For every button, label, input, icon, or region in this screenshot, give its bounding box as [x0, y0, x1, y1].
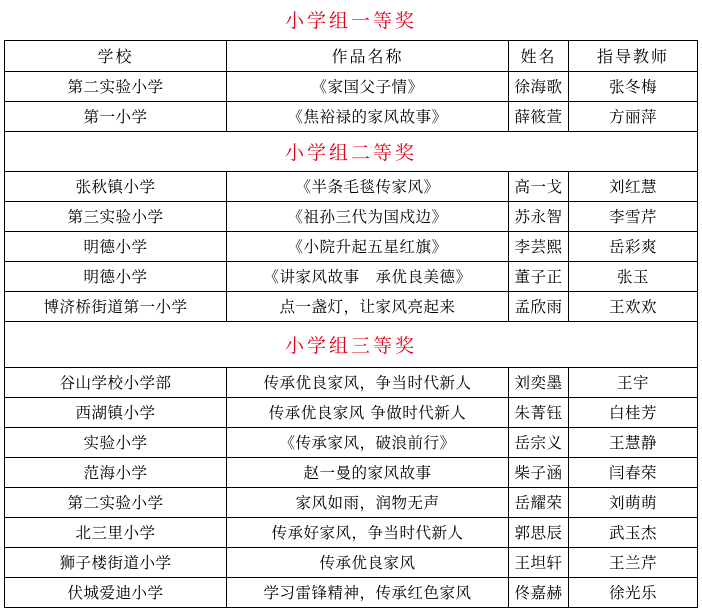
- header-work-title: 作品名称: [227, 40, 509, 71]
- cell-work-title: 《祖孙三代为国戍边》: [227, 201, 509, 231]
- cell-school: 范海小学: [5, 457, 227, 487]
- cell-school: 伏城爱迪小学: [5, 577, 227, 607]
- header-teacher: 指导教师: [569, 40, 698, 71]
- cell-teacher: 闫春荣: [569, 457, 698, 487]
- cell-student-name: 郭思辰: [509, 517, 569, 547]
- table-row: [5, 71, 698, 101]
- table-row: [5, 261, 698, 291]
- cell-teacher: 王宇: [569, 367, 698, 397]
- table-row: [5, 231, 698, 261]
- cell-teacher: 李雪芹: [569, 201, 698, 231]
- cell-work-title: 传承优良家风: [227, 547, 509, 577]
- header-student-name: 姓名: [509, 40, 569, 71]
- table-row: [5, 171, 698, 201]
- cell-work-title: 《半条毛毯传家风》: [227, 171, 509, 201]
- cell-teacher: 方丽萍: [569, 101, 698, 131]
- cell-school: 博济桥街道第一小学: [5, 291, 227, 321]
- section-title-row: [5, 131, 698, 171]
- awards-table: [4, 0, 698, 608]
- cell-work-title: 《家国父子情》: [227, 71, 509, 101]
- cell-school: 实验小学: [5, 427, 227, 457]
- cell-school: 谷山学校小学部: [5, 367, 227, 397]
- cell-student-name: 岳宗义: [509, 427, 569, 457]
- cell-teacher: 白桂芳: [569, 397, 698, 427]
- cell-teacher: 王兰芹: [569, 547, 698, 577]
- table-row: [5, 367, 698, 397]
- cell-teacher: 刘红慧: [569, 171, 698, 201]
- cell-school: 明德小学: [5, 261, 227, 291]
- cell-teacher: 岳彩爽: [569, 231, 698, 261]
- cell-student-name: 岳耀荣: [509, 487, 569, 517]
- cell-teacher: 徐光乐: [569, 577, 698, 607]
- cell-student-name: 薛筱萱: [509, 101, 569, 131]
- cell-work-title: 《传承家风，破浪前行》: [227, 427, 509, 457]
- cell-work-title: 《小院升起五星红旗》: [227, 231, 509, 261]
- cell-teacher: 刘萌萌: [569, 487, 698, 517]
- section-title-third-prize: 小学组三等奖: [5, 321, 698, 367]
- cell-school: 明德小学: [5, 231, 227, 261]
- cell-work-title: 学习雷锋精神，传承红色家风: [227, 577, 509, 607]
- cell-teacher: 王慧静: [569, 427, 698, 457]
- table-row: [5, 101, 698, 131]
- cell-teacher: 张冬梅: [569, 71, 698, 101]
- table-row: [5, 487, 698, 517]
- cell-teacher: 武玉杰: [569, 517, 698, 547]
- table-row: [5, 517, 698, 547]
- cell-student-name: 朱菁钰: [509, 397, 569, 427]
- section-title-first-prize: 小学组一等奖: [5, 0, 698, 40]
- cell-student-name: 柴子涵: [509, 457, 569, 487]
- cell-student-name: 王坦轩: [509, 547, 569, 577]
- cell-student-name: 董子正: [509, 261, 569, 291]
- cell-work-title: 点一盏灯，让家风亮起来: [227, 291, 509, 321]
- cell-work-title: 传承优良家风，争当时代新人: [227, 367, 509, 397]
- cell-work-title: 传承优良家风 争做时代新人: [227, 397, 509, 427]
- table-row: [5, 201, 698, 231]
- cell-work-title: 《讲家风故事 承优良美德》: [227, 261, 509, 291]
- cell-student-name: 徐海歌: [509, 71, 569, 101]
- cell-work-title: 《焦裕禄的家风故事》: [227, 101, 509, 131]
- table-row: [5, 547, 698, 577]
- cell-teacher: 张玉: [569, 261, 698, 291]
- cell-school: 第二实验小学: [5, 487, 227, 517]
- cell-school: 第二实验小学: [5, 71, 227, 101]
- cell-student-name: 高一戈: [509, 171, 569, 201]
- cell-school: 西湖镇小学: [5, 397, 227, 427]
- table-row: [5, 397, 698, 427]
- table-header-row: [5, 40, 698, 71]
- cell-school: 张秋镇小学: [5, 171, 227, 201]
- header-school: 学校: [5, 40, 227, 71]
- table-row: [5, 291, 698, 321]
- cell-teacher: 王欢欢: [569, 291, 698, 321]
- section-title-second-prize: 小学组二等奖: [5, 131, 698, 171]
- cell-school: 狮子楼街道小学: [5, 547, 227, 577]
- cell-student-name: 刘奕墨: [509, 367, 569, 397]
- table-row: [5, 427, 698, 457]
- table-row: [5, 457, 698, 487]
- cell-student-name: 苏永智: [509, 201, 569, 231]
- section-title-row: [5, 0, 698, 40]
- cell-student-name: 孟欣雨: [509, 291, 569, 321]
- cell-school: 第三实验小学: [5, 201, 227, 231]
- cell-work-title: 赵一曼的家风故事: [227, 457, 509, 487]
- cell-school: 第一小学: [5, 101, 227, 131]
- cell-school: 北三里小学: [5, 517, 227, 547]
- section-title-row: [5, 321, 698, 367]
- cell-work-title: 家风如雨，润物无声: [227, 487, 509, 517]
- table-row: [5, 577, 698, 607]
- cell-student-name: 李芸熙: [509, 231, 569, 261]
- cell-work-title: 传承好家风，争当时代新人: [227, 517, 509, 547]
- cell-student-name: 佟嘉赫: [509, 577, 569, 607]
